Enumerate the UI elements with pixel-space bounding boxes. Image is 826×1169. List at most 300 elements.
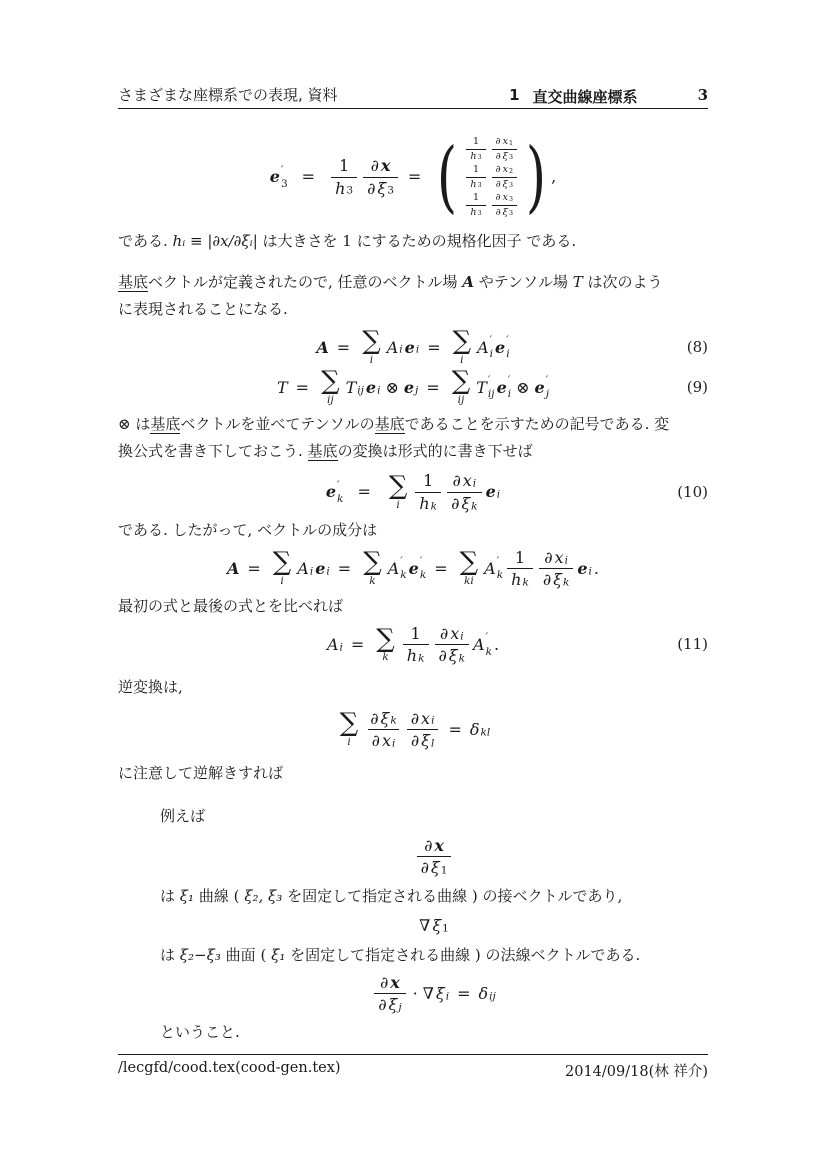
sigma-icon: ∑ (321, 366, 340, 397)
math-symbol (405, 338, 420, 357)
math-row (377, 995, 402, 1014)
math-denominator (447, 492, 482, 513)
math-symbol-base: ∂ (495, 178, 501, 190)
math-subscript: i (309, 565, 314, 578)
math-row (450, 494, 479, 513)
math-symbol (486, 482, 501, 501)
header-rule (118, 108, 708, 109)
math-denominator (368, 729, 400, 750)
math-symbol-base: h (406, 646, 418, 666)
math-symbol-base: e (577, 558, 588, 578)
math-symbol (440, 624, 448, 643)
math-symbol-base: 1 (472, 136, 480, 147)
paragraph-line (118, 269, 708, 296)
math-subscript: k (337, 492, 344, 505)
footer-source-path: /lecgfd/cood.tex(cood-gen.tex) (118, 1060, 341, 1076)
math-numerator (335, 156, 353, 176)
equation-math (226, 548, 600, 589)
math-symbol (473, 632, 492, 657)
page-footer (118, 1054, 708, 1081)
math-subscript: 3 (387, 184, 394, 197)
math-row (269, 131, 557, 222)
equation-math (269, 131, 557, 222)
math-subscript: i (399, 343, 403, 356)
math-symbol-base: ∂ (495, 164, 501, 175)
paragraph-line (118, 517, 708, 544)
text-segment: は (160, 946, 180, 965)
text-segment: ξ₂−ξ₃ (179, 946, 221, 965)
math-symbol (457, 984, 470, 1003)
math-symbol (503, 164, 513, 176)
math-symbol-base: · (412, 984, 418, 1004)
math-symbol-base: e (403, 377, 415, 397)
paragraph-line (118, 411, 708, 438)
math-subscript: ij (489, 990, 496, 1003)
math-symbol-base: ∂ (452, 471, 461, 491)
text-segment: は (160, 887, 180, 906)
math-row (410, 709, 436, 728)
header-section (509, 86, 637, 107)
math-row (463, 192, 520, 218)
math-row (451, 471, 477, 490)
math-symbol (372, 731, 380, 750)
text-segment: である. (118, 232, 173, 250)
math-scripts (490, 335, 493, 360)
math-numerator (420, 836, 448, 856)
math-sum-limit: ij (457, 393, 465, 406)
math-symbol-base: h (470, 206, 477, 218)
math-symbol (477, 335, 493, 360)
math-symbol (357, 482, 370, 501)
text-segment: ξ₂, ξ₃ (244, 887, 283, 906)
math-symbol-base: = (336, 337, 351, 357)
math-subscript: i (472, 477, 477, 490)
math-symbol (302, 167, 315, 186)
math-row (406, 646, 426, 665)
math-symbol (516, 378, 529, 397)
math-denominator (466, 149, 485, 163)
math-symbol-base: = (247, 558, 261, 578)
math-symbol-base: ξ (553, 569, 562, 589)
math-symbol (497, 375, 512, 400)
eq-inverse-identity (118, 709, 708, 750)
math-symbol-base: h (419, 493, 430, 513)
math-row (315, 326, 510, 366)
math-numerator (376, 973, 404, 993)
math-symbol-base: ∂ (451, 493, 460, 513)
paragraph-line (118, 228, 708, 255)
p-therefore (118, 517, 708, 544)
math-symbol (409, 556, 427, 581)
math-sum (388, 470, 408, 511)
math-denominator (507, 568, 533, 589)
text-segment: A (462, 273, 474, 291)
math-fraction (466, 136, 485, 162)
math-subscript: k (485, 645, 492, 658)
math-row (542, 570, 571, 589)
math-symbol (380, 973, 388, 992)
paragraph-line (160, 883, 708, 910)
paragraph-line (160, 1019, 708, 1046)
text-segment: ⊗ は (118, 415, 151, 434)
math-superscript: ′ (496, 555, 500, 568)
math-symbol (495, 335, 510, 360)
math-sum (376, 623, 395, 664)
math-superscript: ′ (419, 555, 423, 568)
math-fraction (539, 548, 574, 589)
math-symbol-base: x (381, 730, 391, 750)
math-subscript: k (430, 499, 438, 512)
math-symbol-base: T (276, 377, 288, 397)
math-row (510, 570, 530, 589)
math-symbol (476, 375, 494, 400)
math-fraction (492, 164, 517, 190)
text-segment: である. したがって, ベクトルの成分は (118, 520, 378, 539)
math-denominator (415, 492, 441, 513)
math-sum-limit: i (460, 353, 464, 366)
math-symbol-base: = (357, 482, 371, 502)
math-numerator (407, 624, 425, 644)
math-symbol (337, 338, 350, 357)
math-superscript: ′ (545, 373, 549, 386)
math-symbol (378, 995, 386, 1014)
math-row (326, 624, 500, 665)
math-symbol-base: A (386, 337, 399, 357)
math-symbol (544, 548, 552, 567)
sigma-icon: ∑ (451, 366, 471, 397)
math-denominator (417, 856, 452, 877)
math-symbol-base: ⊗ (516, 377, 530, 397)
text-segment: 換公式を書き下しておこう. (118, 442, 308, 461)
text-segment: 逆変換は, (118, 677, 183, 696)
math-subscript: ij (357, 384, 364, 397)
math-superscript: ′ (337, 478, 340, 491)
math-symbol (577, 559, 592, 578)
math-subscript: k (418, 652, 425, 665)
math-symbol-base: x (502, 164, 509, 175)
math-denominator (492, 149, 517, 163)
equation-math (414, 836, 455, 877)
math-denominator (466, 177, 485, 191)
math-fraction (403, 624, 429, 665)
math-row (410, 624, 422, 643)
math-symbol (511, 570, 529, 589)
math-denominator (374, 993, 405, 1014)
math-symbol (316, 338, 328, 357)
math-symbol-base: h (470, 178, 477, 190)
math-denominator (331, 177, 357, 198)
header-section-title: 直交曲線座標系 (532, 88, 638, 106)
p-inverse (118, 674, 708, 701)
math-denominator (403, 644, 429, 665)
math-row (472, 192, 480, 204)
text-segment: 基底 (374, 415, 405, 434)
math-column-vector (433, 131, 550, 222)
text-segment: であることを示すための記号である. 変 (404, 415, 670, 434)
math-symbol-base: = (407, 167, 422, 187)
equation-number: (10) (677, 482, 708, 501)
equation-number: (9) (686, 377, 708, 396)
paragraph-line (118, 438, 708, 465)
math-symbol-base: e (495, 337, 506, 357)
text-segment: 例えば (160, 806, 206, 825)
math-row (495, 179, 514, 191)
math-subscript: i (377, 384, 381, 397)
math-symbol (436, 984, 449, 1003)
math-symbol (421, 858, 429, 877)
math-symbol-base: T (476, 377, 487, 397)
math-symbol-base: x (554, 547, 564, 567)
math-numerator (448, 471, 480, 491)
equation-math (371, 973, 497, 1014)
math-superscript: ′ (400, 555, 403, 568)
math-symbol (461, 494, 477, 513)
math-sum (363, 547, 382, 587)
text-segment: 曲線 ( (194, 887, 245, 906)
math-symbol (381, 709, 397, 728)
text-segment: は次のよう (582, 273, 663, 291)
math-symbol-base: A (387, 558, 400, 578)
math-symbol-base: ∂ (370, 708, 379, 728)
math-symbol (503, 179, 513, 191)
math-symbol-base: ∂ (410, 708, 420, 728)
math-symbol-base: , (551, 167, 557, 187)
math-row (514, 548, 526, 567)
header-section-number: 1 (509, 86, 520, 104)
math-symbol-base: A (316, 337, 329, 357)
math-symbol-base: e (485, 482, 496, 502)
math-symbol (470, 720, 490, 739)
math-subscript: 3 (477, 154, 482, 162)
math-symbol (496, 164, 501, 176)
math-symbol (470, 179, 481, 191)
math-symbol (594, 559, 599, 578)
math-symbol-base: e (534, 377, 545, 397)
math-numerator (492, 192, 517, 205)
math-symbol (387, 338, 403, 357)
math-row (418, 494, 438, 513)
eq-tangent (160, 836, 708, 877)
math-symbol-base: = (434, 558, 448, 578)
math-fraction (417, 836, 452, 877)
math-symbol-base: e (269, 167, 280, 187)
math-superscript: ′ (485, 631, 488, 644)
math-denominator (363, 177, 398, 198)
equation-math (418, 916, 450, 936)
math-fraction (363, 156, 398, 197)
math-symbol (385, 378, 398, 397)
right-paren: ) (525, 131, 547, 222)
text-segment: 基底 (307, 442, 338, 461)
math-subscript: 1 (440, 864, 448, 877)
math-symbol (494, 635, 499, 654)
math-numerator (469, 192, 483, 205)
sigma-icon: ∑ (376, 623, 395, 654)
math-symbol-base: ξ (432, 916, 442, 936)
math-symbol (227, 559, 239, 578)
sigma-icon: ∑ (272, 547, 292, 578)
math-row (379, 973, 401, 992)
math-symbol-base: 1 (338, 156, 350, 176)
math-symbol (473, 136, 479, 148)
math-symbol (473, 192, 479, 204)
math-symbol-base: A (484, 558, 496, 578)
math-symbol-base: ∂ (371, 730, 380, 750)
math-symbol (346, 378, 364, 397)
math-symbol-base: x (380, 156, 391, 176)
math-sum-limit: k (382, 651, 389, 664)
math-symbol (388, 556, 407, 581)
math-row (370, 156, 392, 175)
math-symbol (496, 151, 501, 163)
math-symbol-base: ∂ (410, 730, 420, 750)
math-symbol-base: ∂ (495, 150, 501, 162)
math-symbol-base: = (448, 719, 462, 739)
math-subscript: 1 (442, 922, 449, 935)
math-symbol (432, 916, 449, 935)
math-sum-limit: i (347, 735, 351, 748)
math-row (423, 836, 445, 855)
math-symbol-base: ∂ (495, 192, 501, 203)
math-fraction (407, 709, 439, 750)
math-symbol-base: ∇ (419, 916, 431, 936)
math-symbol (496, 207, 501, 219)
math-row (472, 136, 480, 148)
math-denominator (466, 205, 485, 219)
math-symbol (478, 984, 495, 1003)
equation-math (315, 326, 510, 366)
math-row (371, 731, 397, 750)
math-vector-row (463, 192, 520, 218)
paragraph-line (160, 803, 708, 830)
footer-row (118, 1060, 708, 1081)
math-symbol (381, 156, 391, 175)
math-numerator (407, 709, 439, 729)
math-symbol (326, 480, 344, 505)
math-symbol (419, 916, 430, 935)
math-row (369, 709, 398, 728)
eq-orthogonality (160, 973, 708, 1014)
math-row (420, 858, 449, 877)
math-superscript: ′ (506, 333, 509, 346)
math-symbol (484, 556, 503, 581)
math-numerator (436, 624, 468, 644)
math-fraction (492, 136, 517, 162)
math-sum-limit: i (369, 353, 374, 366)
math-fraction (374, 973, 405, 1014)
math-fraction (466, 164, 485, 190)
math-vector-row (463, 136, 520, 162)
math-symbol (413, 984, 418, 1003)
math-subscript: i (507, 388, 512, 401)
math-symbol (421, 709, 434, 728)
left-paren: ( (437, 131, 458, 222)
math-row (469, 207, 482, 219)
math-row (495, 136, 514, 148)
math-row (463, 136, 520, 162)
math-subscript: kl (480, 725, 491, 738)
math-row (422, 471, 434, 490)
footer-date-author: 2014/09/18(林 祥介) (565, 1064, 708, 1080)
eq-10 (118, 471, 708, 512)
math-vector-rows (463, 136, 520, 218)
math-subscript: i (339, 641, 343, 654)
math-symbol (553, 570, 569, 589)
math-sum (451, 366, 471, 406)
text-segment: の変換は形式的に書き下せば (337, 442, 533, 461)
math-numerator (469, 136, 483, 149)
math-symbol-base: 1 (472, 192, 480, 203)
equation-math (276, 366, 550, 406)
math-symbol (335, 179, 353, 198)
math-symbol-base: e (408, 558, 419, 578)
math-superscript: ′ (507, 373, 511, 386)
math-sum-limit: i (396, 498, 400, 511)
math-numerator (540, 548, 572, 568)
math-symbol (277, 378, 288, 397)
text-segment: ベクトルを並べてテンソルの (180, 415, 375, 434)
math-subscript: j (545, 388, 549, 401)
text-segment: を固定して指定される曲線 ) の接ベクトルであり, (282, 887, 623, 906)
math-subscript: 2 (509, 167, 514, 175)
math-subscript: 1 (509, 139, 514, 147)
math-symbol (555, 548, 568, 567)
math-row (418, 916, 450, 935)
text-segment: ξ₁ (179, 887, 195, 906)
page-header (118, 84, 708, 107)
text-segment: やテンソル場 (473, 273, 573, 291)
math-row (276, 366, 550, 406)
math-subscript: 3 (508, 182, 513, 190)
math-symbol-base: ∂ (439, 624, 449, 644)
equation-math (326, 624, 500, 665)
math-subscript: i (506, 347, 510, 360)
math-numerator (367, 156, 395, 176)
math-row (438, 646, 467, 665)
math-symbol (496, 179, 501, 191)
paragraph-line (118, 593, 708, 620)
math-symbol-base: = (295, 377, 310, 397)
math-scripts (497, 556, 503, 581)
math-row (226, 548, 600, 589)
math-symbol (297, 559, 313, 578)
math-symbol (535, 375, 549, 400)
sigma-icon: ∑ (363, 547, 382, 578)
math-symbol (449, 646, 465, 665)
math-symbol (421, 731, 434, 750)
math-symbol-base: e (365, 377, 377, 397)
math-subscript: 3 (477, 210, 482, 218)
math-symbol-base: 1 (514, 547, 526, 567)
math-symbol-base: ∂ (420, 858, 429, 878)
header-page-number: 3 (697, 86, 708, 104)
math-sum (452, 326, 472, 366)
math-symbol (434, 836, 444, 855)
math-superscript: ′ (489, 333, 493, 346)
math-symbol-base: . (493, 635, 500, 655)
math-symbol-base: ∂ (367, 178, 376, 198)
math-subscript: k (390, 714, 397, 727)
math-denominator (492, 177, 517, 191)
sigma-icon: ∑ (459, 547, 479, 578)
math-symbol-base: = (350, 635, 365, 655)
math-symbol (452, 471, 460, 490)
math-row (469, 179, 482, 191)
math-symbol-base: ξ (421, 730, 430, 750)
math-scripts (488, 375, 495, 400)
math-row (543, 548, 569, 567)
math-fraction (492, 192, 517, 218)
